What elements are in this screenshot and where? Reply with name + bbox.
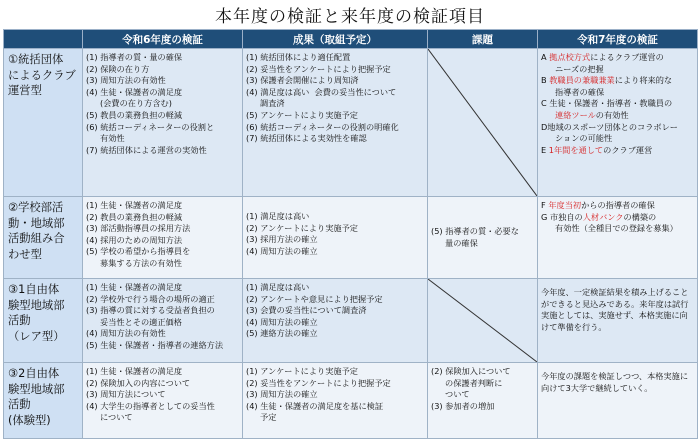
verify-item: (5) 教員の業務負担の軽減 — [86, 109, 183, 120]
verify-item: (会費の在り方含む) — [100, 98, 172, 109]
verify-cell — [83, 197, 243, 279]
issue-item: (5) 指導者の質・必要な — [431, 226, 519, 237]
verify-item: (2) 教員の業務負担の軽減 — [86, 211, 183, 222]
verify-item: 有効性 — [100, 133, 125, 144]
next-item-e: E 1年間を通してのクラブ運営 — [541, 144, 653, 155]
category-line: 運営型 — [8, 84, 42, 97]
next-item-f: F 年度当初からの指導者の確保 — [541, 200, 655, 210]
verify-item: (3) 周知方法について — [86, 389, 166, 400]
result-item: (2) 妥当性をアンケートにより把握予定 — [246, 377, 391, 388]
issues-cell-empty — [428, 279, 538, 363]
table-row — [4, 363, 698, 439]
result-item: (2) アンケートにより実施予定 — [246, 222, 358, 233]
table-row — [4, 197, 698, 279]
category-line: 験型地域部 — [8, 382, 65, 396]
category-line: 活動 — [8, 398, 31, 411]
next-item-c-cont: 連絡ツールの有効性 — [555, 109, 629, 120]
next-verify-cell — [538, 49, 698, 197]
result-item: (5) 連絡方法の確立 — [246, 328, 318, 339]
next-verify-text: 今年度の課題を検証しつつ、本格実施に向けて3大学で継続していく。 — [541, 371, 689, 393]
next-verify-text: 今年度、一定検証結果を積み上げることができると見込みである。来年度は試行実施としては、実施せず、本格実施に向けて準備を行う。 — [541, 287, 689, 332]
verify-item: (1) 生徒・保護者の満足度 — [86, 366, 183, 376]
header-issues: 課題 — [428, 30, 538, 49]
result-item: (1) 満足度は高い — [246, 282, 310, 292]
category-line: 活動 — [8, 314, 31, 327]
issue-item: の保護者判断に — [445, 377, 503, 388]
next-item-c: C 生徒・保護者・指導者・教職員の — [541, 98, 673, 109]
next-item-d: D地域のスポーツ団体とのコラボレー — [541, 121, 678, 132]
verify-item: 募集する方法の有効性 — [100, 257, 182, 268]
result-item: (3) 保護者会開催により周知済 — [246, 75, 359, 86]
result-item: (4) 満足度は高い 会費の妥当性について — [246, 86, 397, 97]
issue-item: 量の確保 — [445, 238, 478, 248]
verify-item: (2) 保険の在り方 — [86, 63, 150, 74]
row-category — [4, 363, 83, 439]
result-item: (7) 統括団体による実効性を確認 — [246, 133, 367, 144]
next-item-a: A 拠点校方式によるクラブ運営の — [541, 52, 664, 62]
result-item: (3) 採用方法の確立 — [246, 234, 318, 245]
verify-item: (4) 大学生の指導者としての妥当性 — [86, 400, 215, 411]
next-verify-cell — [538, 279, 698, 363]
next-item-g: G 市独自の人材バンクの構築の — [541, 211, 657, 222]
verify-item: (3) 指導の質に対する受益者負担の — [86, 305, 215, 316]
issue-item: ついて — [445, 389, 470, 400]
header-next-verify: 令和7年度の検証 — [538, 30, 698, 49]
diagonal-slash — [428, 49, 537, 196]
next-verify-cell — [538, 197, 698, 279]
result-item: 調査済 — [260, 98, 285, 109]
verify-item: (6) 統括コーディネーターの役割と — [86, 121, 215, 132]
result-item: 予定 — [260, 412, 277, 423]
verify-item: (4) 採用のための周知方法 — [86, 234, 183, 245]
header-category — [4, 30, 83, 49]
category-line: によるクラブ — [8, 68, 76, 82]
verify-item: (3) 部活動指導員の採用方法 — [86, 223, 191, 234]
result-item: (1) 満足度は高い — [246, 211, 310, 221]
row-category — [4, 197, 83, 279]
verify-item: (7) 統括団体による運営の実効性 — [86, 144, 207, 155]
verify-item: について — [100, 412, 133, 423]
result-item: (4) 周知方法の確立 — [246, 245, 318, 256]
header-verify: 令和6年度の検証 — [83, 30, 243, 49]
issue-item: (3) 参加者の増加 — [431, 400, 495, 411]
result-item: (5) アンケートにより実施予定 — [246, 109, 358, 120]
next-item-a-cont: ニーズの把握 — [555, 63, 604, 74]
results-cell — [243, 279, 428, 363]
verify-item: 妥当性とその適正価格 — [100, 316, 182, 327]
header-results: 成果（取組予定） — [243, 30, 428, 49]
result-item: (4) 周知方法の確立 — [246, 316, 318, 327]
next-item-g-cont: 有効性（全種目での登録を募集） — [555, 223, 678, 234]
row-category — [4, 279, 83, 363]
verify-item: (5) 生徒・保護者・指導者の連絡方法 — [86, 339, 224, 350]
next-verify-cell — [538, 363, 698, 439]
category-line: ①統括団体 — [8, 53, 64, 66]
verify-cell — [83, 49, 243, 197]
verify-item: (1) 指導者の質・量の確保 — [86, 52, 183, 62]
result-item: (4) 生徒・保護者の満足度を基に検証 — [246, 400, 384, 411]
verify-item: (4) 生徒・保護者の満足度 — [86, 86, 183, 97]
row-category — [4, 49, 83, 197]
verify-cell — [83, 279, 243, 363]
verify-item: (3) 周知方法の有効性 — [86, 75, 166, 86]
category-line: わせ型 — [8, 247, 42, 261]
category-line: ②学校部活 — [8, 201, 64, 214]
verify-item: (2) 学校外で行う場合の場所の適正 — [86, 293, 215, 304]
issue-item: (2) 保険加入について — [431, 366, 511, 376]
table-row — [4, 49, 698, 197]
issues-cell — [428, 197, 538, 279]
issues-cell-empty — [428, 49, 538, 197]
page-title: 本年度の検証と来年度の検証項目 — [215, 7, 485, 27]
category-line: ③2自由体 — [8, 367, 60, 380]
result-item: (3) 会費の妥当性について調査済 — [246, 305, 367, 316]
result-item: (2) アンケートや意見により把握予定 — [246, 293, 383, 304]
result-item: (6) 統括コーディネーターの役割の明確化 — [246, 121, 399, 132]
category-line: 動・地域部 — [8, 216, 65, 230]
result-item: (3) 周知方法の確立 — [246, 389, 318, 400]
verify-item: (4) 周知方法の有効性 — [86, 328, 166, 339]
diagonal-slash — [428, 279, 537, 362]
table-row — [4, 279, 698, 363]
category-line: 活動組み合 — [8, 232, 65, 245]
verify-item: (2) 保険加入の内容について — [86, 377, 191, 388]
category-line: (体験型) — [8, 413, 51, 427]
verify-cell — [83, 363, 243, 439]
next-item-d-cont: ションの可能性 — [555, 133, 613, 144]
verify-item: (1) 生徒・保護者の満足度 — [86, 200, 183, 210]
category-line: （レア型） — [8, 329, 65, 343]
results-cell — [243, 363, 428, 439]
issues-cell — [428, 363, 538, 439]
verification-table — [3, 29, 698, 439]
verify-item: (1) 生徒・保護者の満足度 — [86, 282, 183, 292]
results-cell — [243, 49, 428, 197]
next-item-b-cont: 指導者の確保 — [555, 86, 605, 97]
next-item-b: B 教職員の兼職兼業により将来的な — [541, 75, 673, 86]
category-line: 験型地域部 — [8, 298, 65, 312]
results-cell — [243, 197, 428, 279]
result-item: (1) アンケートにより実施予定 — [246, 366, 358, 376]
verify-item: (5) 学校の希望から指導員を — [86, 246, 191, 257]
result-item: (1) 統括団体により適任配置 — [246, 52, 351, 62]
category-line: ③1自由体 — [8, 283, 60, 296]
header-row — [4, 30, 698, 49]
result-item: (2) 妥当性をアンケートにより把握予定 — [246, 63, 391, 74]
